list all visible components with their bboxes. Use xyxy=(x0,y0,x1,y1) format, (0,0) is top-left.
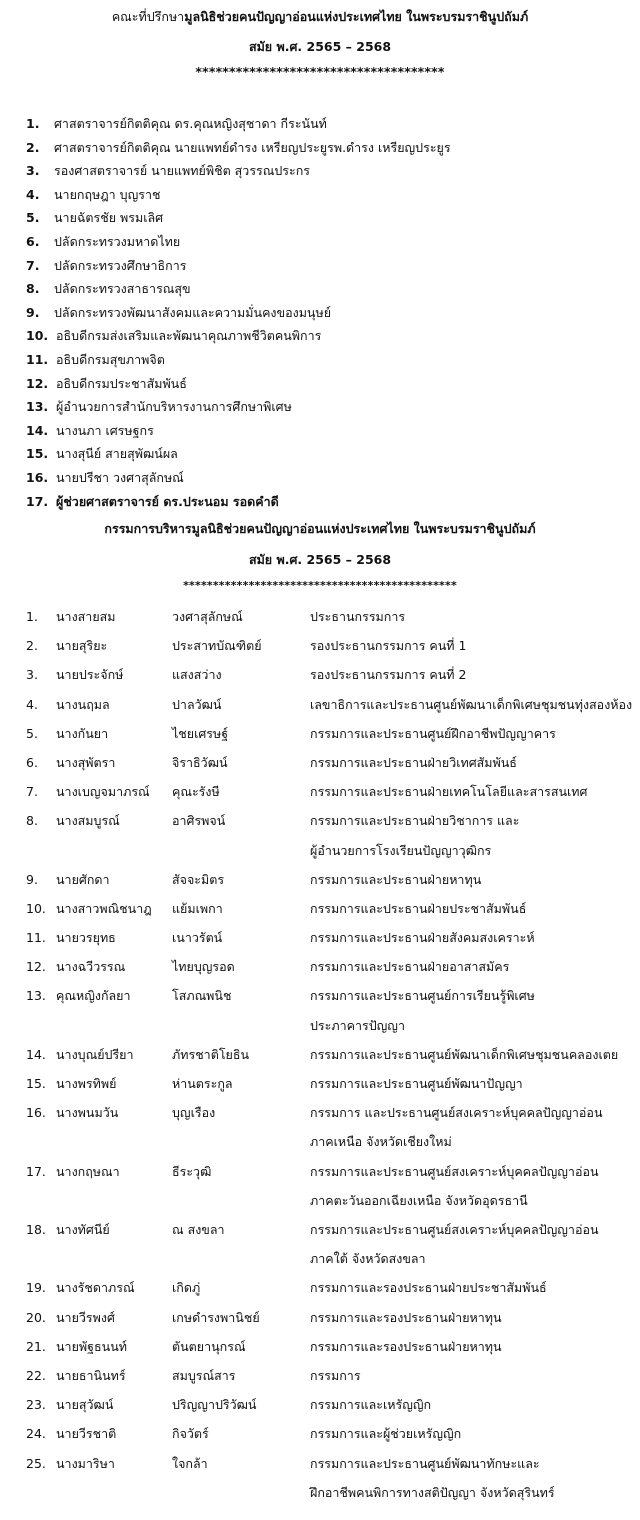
member-last-name: แย้มเพกา xyxy=(172,900,223,916)
advisor-number: 12. xyxy=(26,375,49,391)
advisor-item xyxy=(26,301,636,325)
board-stars: ********************************************** xyxy=(183,579,457,592)
member-first-name: นายสุริยะ xyxy=(56,638,108,654)
member-last-name: ปาลวัฒน์ xyxy=(172,696,222,712)
advisor-name: ผู้ช่วยศาสตราจารย์ ดร.ประนอม รอดคำดี xyxy=(56,493,279,509)
advisor-item xyxy=(26,254,636,278)
member-role: กรรมการและรองประธานฝ่ายประชาสัมพันธ์ xyxy=(310,1280,547,1296)
member-last-name: ห่านตระกูล xyxy=(172,1076,233,1092)
member-last-name: ณ สงขลา xyxy=(172,1222,225,1237)
board-member-row xyxy=(26,952,640,981)
member-number: 25. xyxy=(26,1455,46,1471)
advisor-number: 8. xyxy=(26,281,40,297)
member-number: 6. xyxy=(26,754,38,770)
member-first-name: นางมาริษา xyxy=(56,1455,115,1471)
advisors-term: สมัย พ.ศ. 2565 – 2568 xyxy=(248,39,392,54)
board-member-row xyxy=(26,631,640,660)
advisor-item xyxy=(26,230,636,254)
advisor-name: ปลัดกระทรวงสาธารณสุข xyxy=(54,281,191,297)
member-first-name: นางทัศนีย์ xyxy=(56,1222,110,1237)
member-role: กรรมการและประธานศูนย์พัฒนาทักษะและ xyxy=(310,1455,540,1471)
advisor-name: นายฉัตรชัย พรมเลิศ xyxy=(54,210,164,226)
member-first-name: นายธานินทร์ xyxy=(56,1367,126,1383)
member-first-name: นางสุพัตรา xyxy=(56,754,116,770)
member-last-name: จิราธิวัฒน์ xyxy=(172,754,228,770)
advisors-title-prefix: คณะที่ปรึกษา xyxy=(111,9,185,24)
advisor-name: ปลัดกระทรวงศึกษาธิการ xyxy=(54,257,187,273)
advisor-number: 9. xyxy=(26,304,40,320)
member-number: 1. xyxy=(26,609,38,624)
advisor-name: ปลัดกระทรวงพัฒนาสังคมและความมั่นคงของมนุษย์ xyxy=(54,304,332,320)
member-first-name: นายวีรพงศ์ xyxy=(56,1309,115,1325)
advisor-item xyxy=(26,206,636,230)
board-member-row xyxy=(26,660,640,689)
member-role: ผู้อำนวยการโรงเรียนปัญญาวุฒิกร xyxy=(310,842,492,858)
member-role: กรรมการและประธานศูนย์สงเคราะห์บุคคลปัญญาอ่อน xyxy=(310,1222,599,1237)
member-number: 2. xyxy=(26,638,38,654)
member-role: กรรมการและประธานฝ่ายเทคโนโลยีและสารสนเทศ xyxy=(310,784,588,800)
member-role: กรรมการและประธานศูนย์การเรียนรู้พิเศษ xyxy=(310,988,535,1004)
advisors-title xyxy=(0,6,640,28)
advisor-number: 11. xyxy=(26,351,49,367)
member-last-name: โสภณพนิช xyxy=(172,988,232,1004)
member-last-name: ไชยเศรษฐ์ xyxy=(172,725,229,741)
member-first-name: นางกันยา xyxy=(56,725,109,741)
board-member-row xyxy=(26,1040,640,1069)
advisors-title-main: มูลนิธิช่วยคนปัญญาอ่อนแห่งประเทศไทย ในพระบรมราชินูปถัมภ์ xyxy=(184,9,529,24)
advisor-item xyxy=(26,395,636,419)
member-role: กรรมการและประธานศูนย์พัฒนาเด็กพิเศษชุมชนคลองเตย xyxy=(310,1046,619,1062)
member-first-name: นางฉวีวรรณ xyxy=(56,959,126,975)
member-number: 9. xyxy=(26,871,38,887)
advisor-name: อธิบดีกรมส่งเสริมและพัฒนาคุณภาพชีวิตคนพิการ xyxy=(56,328,322,344)
member-number: 14. xyxy=(26,1046,46,1062)
member-role: กรรมการและประธานศูนย์พัฒนาปัญญา xyxy=(310,1076,523,1092)
member-last-name: สมบูรณ์สาร xyxy=(172,1367,236,1383)
advisor-number: 15. xyxy=(26,446,49,462)
member-last-name: สัจจะมิตร xyxy=(172,871,225,887)
member-last-name: วงศาสุลักษณ์ xyxy=(172,609,243,624)
advisor-item xyxy=(26,324,636,348)
member-number: 15. xyxy=(26,1076,46,1092)
member-role: กรรมการและเหรัญญิก xyxy=(310,1397,432,1413)
member-role: ภาคใต้ จังหวัดสงขลา xyxy=(310,1251,426,1267)
board-term: สมัย พ.ศ. 2565 – 2568 xyxy=(248,552,392,567)
advisor-number: 10. xyxy=(26,328,49,344)
board-member-row xyxy=(26,806,640,864)
member-last-name: ธีระวุฒิ xyxy=(172,1163,212,1179)
member-first-name: นางนฤมล xyxy=(56,696,110,712)
member-first-name: นางกฤษณา xyxy=(56,1163,120,1179)
member-number: 5. xyxy=(26,725,38,741)
board-member-row xyxy=(26,690,640,719)
advisor-name: ศาสตราจารย์กิตติคุณ ดร.คุณหญิงสุชาดา กีระนันท์ xyxy=(54,116,327,131)
member-number: 18. xyxy=(26,1222,46,1237)
advisor-number: 6. xyxy=(26,233,40,249)
member-last-name: เกษดำรงพานิชย์ xyxy=(172,1309,260,1325)
member-role: ประภาคารปัญญา xyxy=(310,1017,405,1033)
board-member-row xyxy=(26,1361,640,1390)
member-number: 4. xyxy=(26,696,38,712)
board-member-row xyxy=(26,1098,640,1156)
advisor-item xyxy=(26,372,636,396)
member-last-name: เกิดภู่ xyxy=(172,1280,201,1296)
member-last-name: ไทยบุญรอด xyxy=(172,959,235,975)
board-member-row xyxy=(26,1303,640,1332)
advisor-number: 3. xyxy=(26,163,40,179)
board-member-row xyxy=(26,1215,640,1273)
board-member-row xyxy=(26,1157,640,1215)
member-last-name: คุณะรังษี xyxy=(172,784,220,800)
advisor-item xyxy=(26,490,636,514)
member-first-name: นางรัชดาภรณ์ xyxy=(56,1280,135,1296)
member-role: กรรมการ และประธานศูนย์สงเคราะห์บุคคลปัญญาอ่อน xyxy=(310,1105,603,1121)
advisor-number: 17. xyxy=(26,493,49,509)
member-last-name: อาศิรพจน์ xyxy=(172,813,226,829)
member-last-name: ใจกล้า xyxy=(172,1455,208,1471)
member-first-name: นางสายสม xyxy=(56,609,116,624)
member-first-name: นายสุวัฒน์ xyxy=(56,1397,114,1413)
member-first-name: นายประจักษ์ xyxy=(56,667,124,683)
advisor-number: 4. xyxy=(26,186,40,202)
member-last-name: บุญเรือง xyxy=(172,1105,216,1121)
member-number: 17. xyxy=(26,1163,46,1179)
advisor-item xyxy=(26,112,636,136)
advisor-name: ปลัดกระทรวงมหาดไทย xyxy=(54,233,181,249)
member-number: 16. xyxy=(26,1105,46,1121)
member-first-name: นางพนมวัน xyxy=(56,1105,119,1121)
member-role: กรรมการและรองประธานฝ่ายหาทุน xyxy=(310,1309,502,1325)
advisor-number: 16. xyxy=(26,469,49,485)
board-member-row xyxy=(26,777,640,806)
member-first-name: นายวีรชาติ xyxy=(56,1426,117,1442)
board-member-row xyxy=(26,1332,640,1361)
advisor-name: ผู้อำนวยการสำนักบริหารงานการศึกษาพิเศษ xyxy=(56,399,292,415)
board-member-row xyxy=(26,865,640,894)
member-role: กรรมการ xyxy=(310,1367,361,1383)
advisor-name: นายกฤษฎา บุญราช xyxy=(54,186,161,202)
member-role: กรรมการและประธานศูนย์ฝึกอาชีพปัญญาคาร xyxy=(310,725,556,741)
advisor-item xyxy=(26,277,636,301)
member-last-name: เนาวรัตน์ xyxy=(172,930,223,946)
member-first-name: นางสมบูรณ์ xyxy=(56,813,120,829)
member-number: 22. xyxy=(26,1367,46,1383)
advisors-list xyxy=(26,112,636,513)
member-role: กรรมการและประธานฝ่ายวิเทศสัมพันธ์ xyxy=(310,754,517,770)
advisor-number: 13. xyxy=(26,399,49,415)
advisor-number: 14. xyxy=(26,422,49,438)
member-last-name: แสงสว่าง xyxy=(172,667,222,683)
member-number: 12. xyxy=(26,959,46,975)
member-first-name: นางพรทิพย์ xyxy=(56,1076,117,1092)
member-last-name: กิจวัตร์ xyxy=(172,1426,209,1442)
member-role: ฝึกอาชีพคนพิการทางสติปัญญา จังหวัดสุรินทร์ xyxy=(310,1484,555,1500)
member-first-name: นางเบญจมาภรณ์ xyxy=(56,784,150,800)
advisor-item xyxy=(26,183,636,207)
member-role: ภาคตะวันออกเฉียงเหนือ จังหวัดอุดรธานี xyxy=(310,1192,528,1208)
advisor-item xyxy=(26,136,636,160)
board-member-row xyxy=(26,1419,640,1448)
member-last-name: ปริญญาปริวัฒน์ xyxy=(172,1397,257,1413)
member-role: กรรมการและประธานฝ่ายสังคมสงเคราะห์ xyxy=(310,930,535,946)
member-number: 10. xyxy=(26,900,46,916)
advisors-stars: ************************************* xyxy=(195,64,445,79)
board-member-row xyxy=(26,923,640,952)
board-title: กรรมการบริหารมูลนิธิช่วยคนปัญญาอ่อนแห่งประเทศไทย ในพระบรมราชินูปถัมภ์ xyxy=(104,521,536,536)
member-role: กรรมการและประธานศูนย์สงเคราะห์บุคคลปัญญาอ่อน xyxy=(310,1163,599,1179)
member-role: เลขาธิการและประธานศูนย์พัฒนาเด็กพิเศษชุมชนทุ่งสองห้อง xyxy=(310,696,633,712)
member-number: 21. xyxy=(26,1338,46,1354)
board-member-row xyxy=(26,894,640,923)
advisor-name: ศาสตราจารย์กิตติคุณ นายแพทย์ดำรง เหรียญประยูรพ.ดำรง เหรียญประยูร xyxy=(54,139,451,155)
member-role: กรรมการและผู้ช่วยเหรัญญิก xyxy=(310,1426,462,1442)
member-number: 7. xyxy=(26,784,38,800)
advisor-name: นายปรีชา วงศาสุลักษณ์ xyxy=(56,469,184,485)
advisor-name: อธิบดีกรมประชาสัมพันธ์ xyxy=(56,375,187,391)
member-last-name: ตันตยานุกรณ์ xyxy=(172,1338,246,1354)
member-number: 13. xyxy=(26,988,46,1004)
member-role: กรรมการและประธานฝ่ายประชาสัมพันธ์ xyxy=(310,900,527,916)
member-last-name: ภัทรชาติโยธิน xyxy=(172,1046,250,1062)
advisor-number: 7. xyxy=(26,257,40,273)
member-role: กรรมการและประธานฝ่ายวิชาการ และ xyxy=(310,813,520,829)
member-number: 19. xyxy=(26,1280,46,1296)
board-member-row xyxy=(26,602,640,631)
advisor-name: นางนภา เศรษฐกร xyxy=(56,422,154,438)
member-first-name: นางสาวพณิชนาฎ xyxy=(56,900,152,916)
advisor-number: 1. xyxy=(26,116,40,131)
board-member-row xyxy=(26,748,640,777)
member-role: กรรมการและรองประธานฝ่ายหาทุน xyxy=(310,1338,502,1354)
member-role: ประธานกรรมการ xyxy=(310,609,406,624)
member-role: กรรมการและประธานฝ่ายอาสาสมัคร xyxy=(310,959,510,975)
advisor-number: 2. xyxy=(26,139,40,155)
member-role: รองประธานกรรมการ คนที่ 1 xyxy=(310,638,467,654)
board-member-row xyxy=(26,719,640,748)
member-number: 3. xyxy=(26,667,38,683)
board-member-row xyxy=(26,1069,640,1098)
advisor-name: รองศาสตราจารย์ นายแพทย์พิชิต สุวรรณประกร xyxy=(54,163,310,179)
advisor-name: นางสุนีย์ สายสุพัฒน์ผล xyxy=(56,446,178,462)
advisor-item xyxy=(26,348,636,372)
member-number: 24. xyxy=(26,1426,46,1442)
member-role: ภาคเหนือ จังหวัดเชียงใหม่ xyxy=(310,1134,452,1150)
advisor-number: 5. xyxy=(26,210,40,226)
advisor-item xyxy=(26,442,636,466)
member-number: 8. xyxy=(26,813,38,829)
advisor-name: อธิบดีกรมสุขภาพจิต xyxy=(56,351,165,367)
member-first-name: นายพัฐธนนท์ xyxy=(56,1338,127,1354)
member-last-name: ประสาทบัณฑิตย์ xyxy=(172,638,262,654)
member-first-name: นางบุณย์ปรียา xyxy=(56,1046,134,1062)
advisor-item xyxy=(26,466,636,490)
member-first-name: คุณหญิงกัลยา xyxy=(56,988,131,1004)
board-member-row xyxy=(26,1273,640,1302)
member-number: 20. xyxy=(26,1309,46,1325)
board-list xyxy=(26,602,640,1507)
board-member-row xyxy=(26,1390,640,1419)
member-role: กรรมการและประธานฝ่ายหาทุน xyxy=(310,871,482,887)
advisor-item xyxy=(26,419,636,443)
member-number: 11. xyxy=(26,930,46,946)
member-first-name: นายวรยุทธ xyxy=(56,930,116,946)
member-first-name: นายศักดา xyxy=(56,871,110,887)
member-role: รองประธานกรรมการ คนที่ 2 xyxy=(310,667,467,683)
board-member-row xyxy=(26,981,640,1039)
advisor-item xyxy=(26,159,636,183)
board-member-row xyxy=(26,1449,640,1507)
member-number: 23. xyxy=(26,1397,46,1413)
